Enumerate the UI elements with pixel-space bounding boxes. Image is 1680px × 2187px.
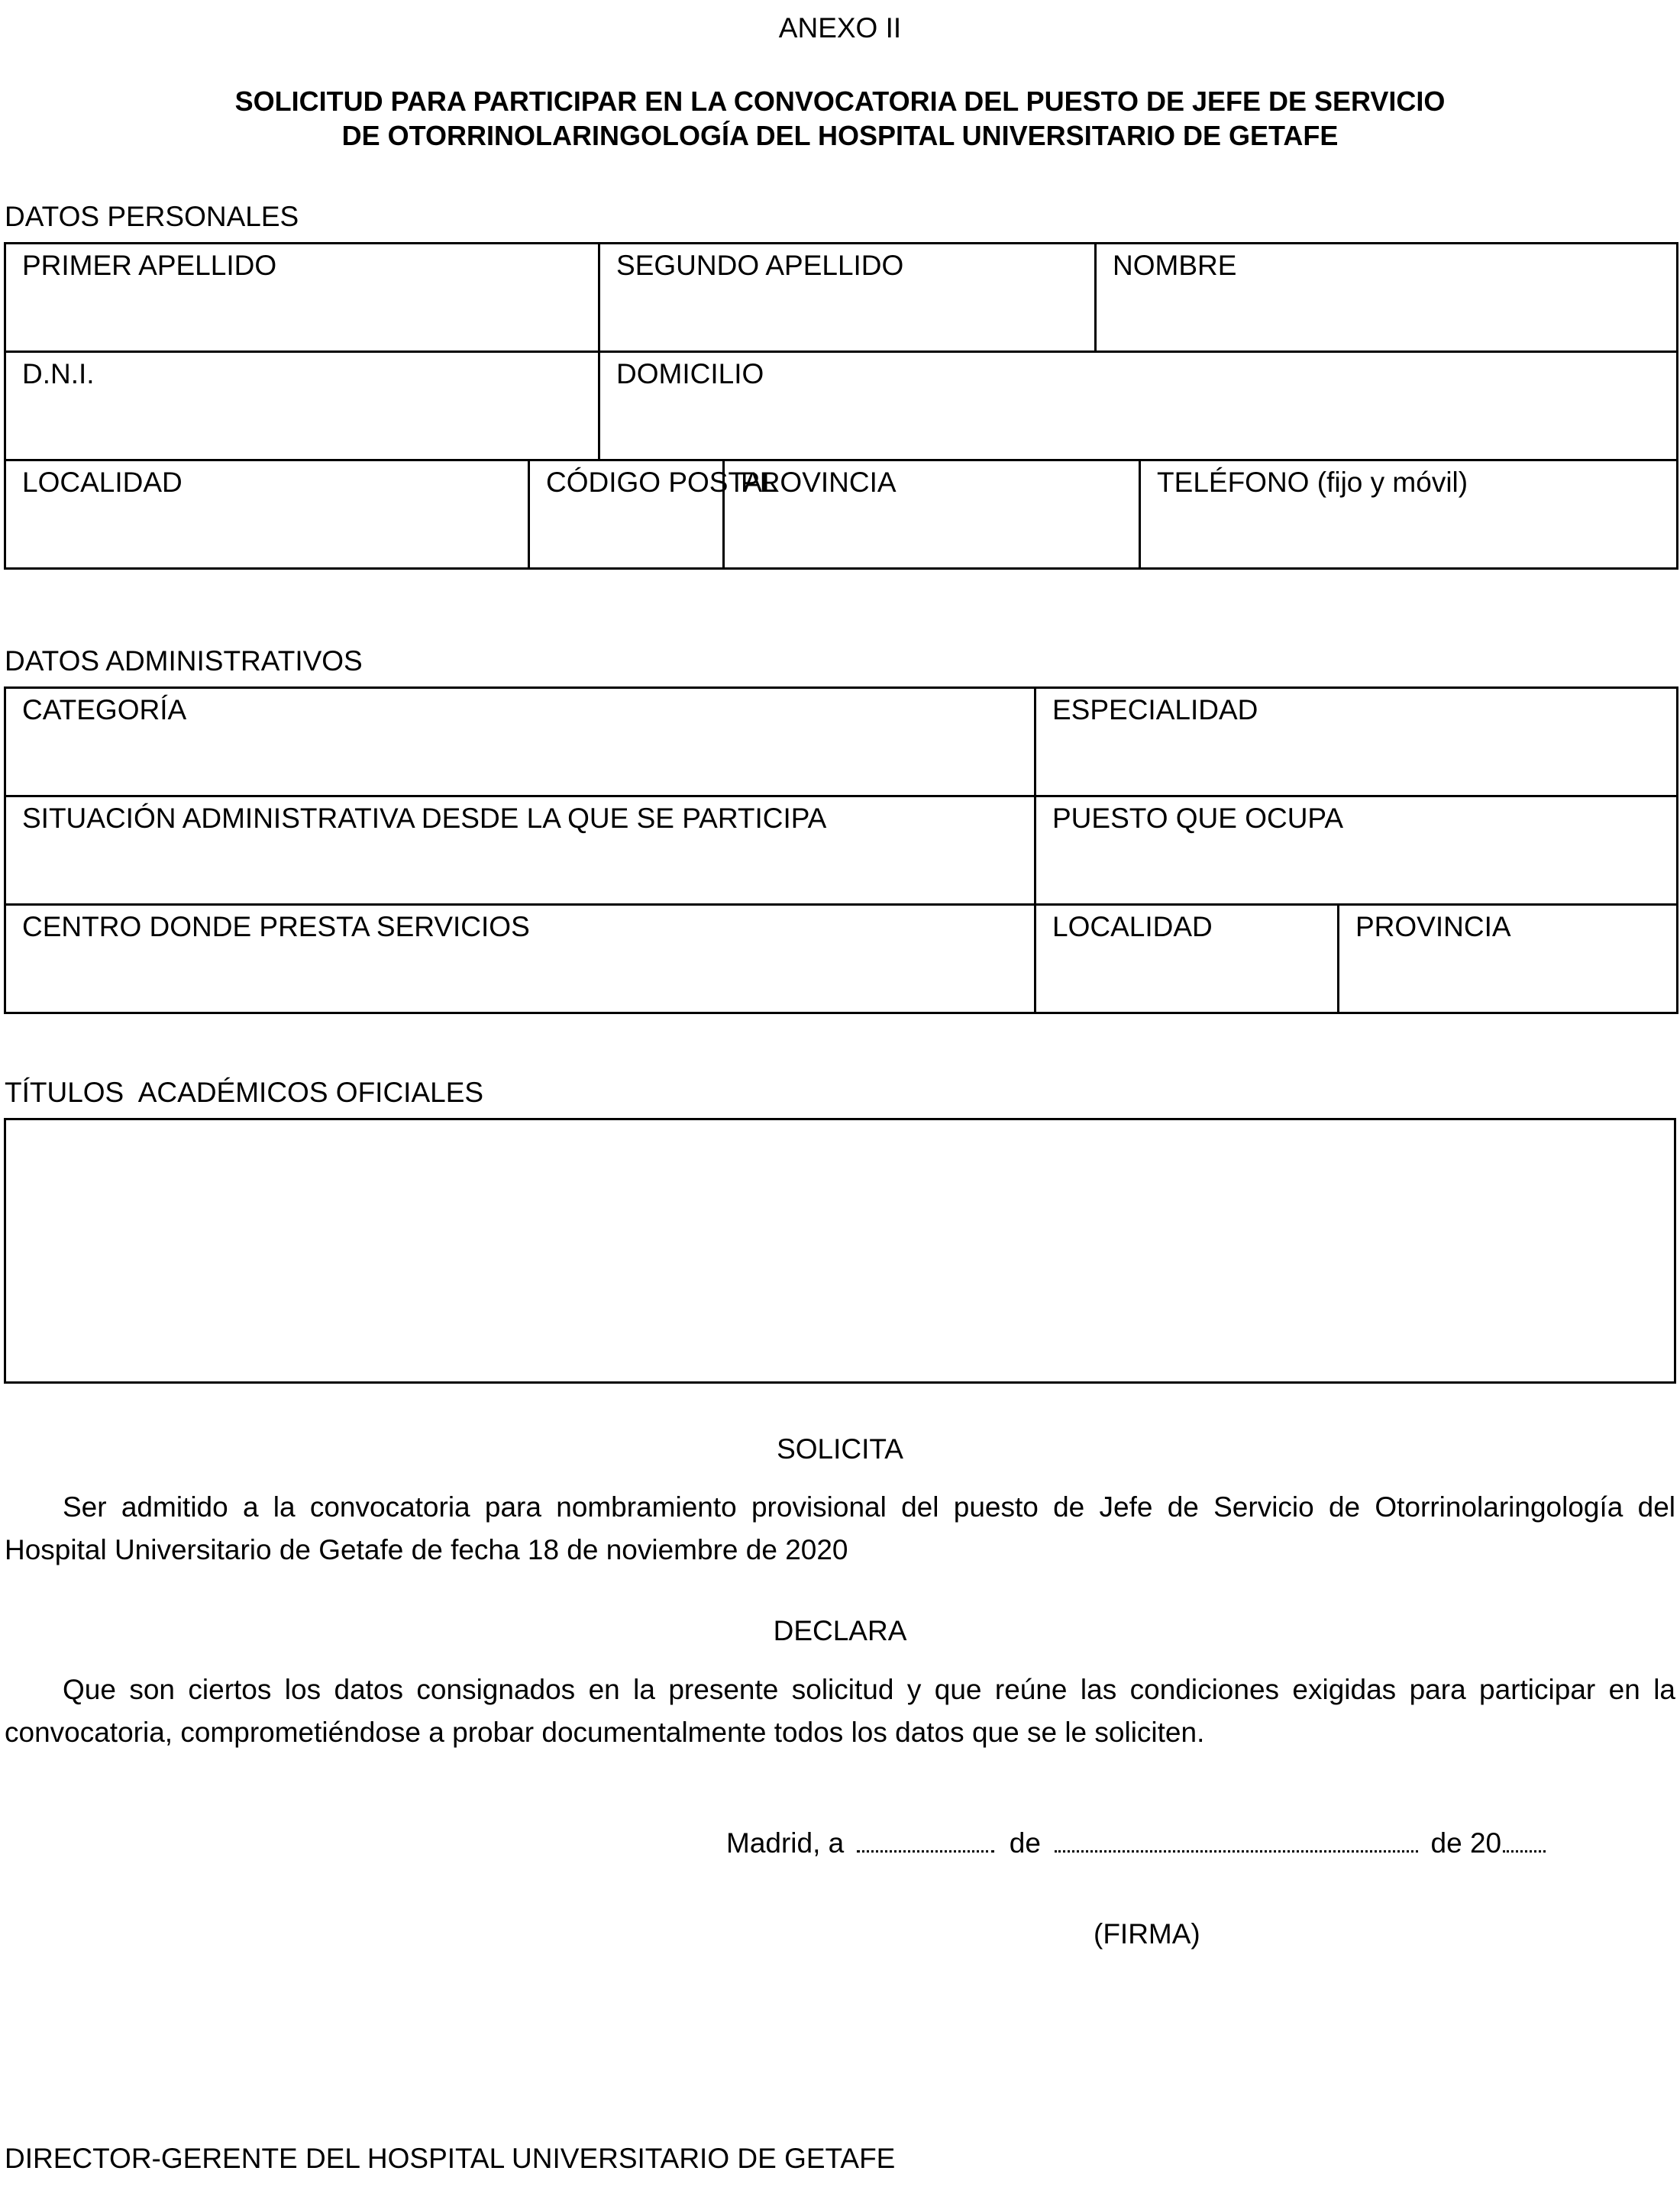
telefono-field[interactable] [1140,460,1678,569]
year-blank[interactable] [1503,1844,1546,1853]
admin-provincia-label: PROVINCIA [1355,911,1511,942]
firma-label: (FIRMA) [1094,1918,1200,1950]
form-title-line-1: SOLICITUD PARA PARTICIPAR EN LA CONVOCATORIA DEL PUESTO DE JEFE DE SERVICIO [234,86,1446,117]
segundo-apellido-label: SEGUNDO APELLIDO [616,250,904,281]
form-title-line-2: DE OTORRINOLARINGOLOGÍA DEL HOSPITAL UNIVERSITARIO DE GETAFE [341,120,1339,151]
date-line [726,1827,1546,1859]
annex-label: ANEXO II [778,12,902,44]
solicita-paragraph [5,1486,1675,1572]
date-place-label: Madrid, a [726,1827,845,1859]
date-de-label-2: de 20 [1430,1827,1502,1859]
admin-localidad-field[interactable] [1035,905,1339,1013]
admin-data-table [4,686,1678,1014]
date-de-label-1: de [1009,1827,1041,1859]
provincia-field[interactable] [724,460,1140,569]
admin-provincia-field[interactable] [1339,905,1678,1013]
primer-apellido-label: PRIMER APELLIDO [22,250,277,281]
nombre-label: NOMBRE [1113,250,1237,281]
categoria-field[interactable] [5,688,1035,796]
especialidad-field[interactable] [1035,688,1678,796]
titulos-input-box[interactable] [4,1118,1676,1384]
dni-field[interactable] [5,352,599,460]
solicita-heading: SOLICITA [777,1433,903,1465]
personal-data-table [4,242,1678,570]
declara-paragraph [5,1669,1675,1754]
declara-heading: DECLARA [773,1615,907,1646]
nombre-field[interactable] [1096,244,1678,352]
personal-data-heading: DATOS PERSONALES [5,201,299,232]
categoria-label: CATEGORÍA [22,694,187,725]
footer-addressee: DIRECTOR-GERENTE DEL HOSPITAL UNIVERSITARIO DE GETAFE [5,2143,896,2174]
provincia-label: PROVINCIA [741,467,897,498]
admin-data-heading: DATOS ADMINISTRATIVOS [5,645,363,677]
dni-label: D.N.I. [22,358,95,389]
localidad-label: LOCALIDAD [22,467,183,498]
situacion-administrativa-label: SITUACIÓN ADMINISTRATIVA DESDE LA QUE SE PARTICIPA [22,803,827,834]
declara-text: Que son ciertos los datos consignados en la presente solicitud y que reúne las condiciones exigidas para participar en la convocatoria, comprometiéndose a probar documentalmente todos los datos que se le soliciten. [5,1674,1675,1748]
codigo-postal-field[interactable] [529,460,778,569]
puesto-que-ocupa-label: PUESTO QUE OCUPA [1052,803,1344,834]
segundo-apellido-field[interactable] [599,244,1096,352]
centro-servicios-field[interactable] [5,905,1035,1013]
titulos-heading: TÍTULOS ACADÉMICOS OFICIALES [5,1077,484,1108]
day-blank[interactable] [857,1844,994,1853]
solicita-text: Ser admitido a la convocatoria para nombramiento provisional del puesto de Jefe de Servicio de Otorrinolaringología del Hospital Universitario de Getafe de fecha 18 de noviembre de 2020 [5,1491,1675,1565]
telefono-label: TELÉFONO (fijo y móvil) [1157,467,1468,498]
admin-localidad-label: LOCALIDAD [1052,911,1213,942]
localidad-field[interactable] [5,460,529,569]
situacion-administrativa-field[interactable] [5,796,1035,905]
centro-servicios-label: CENTRO DONDE PRESTA SERVICIOS [22,911,530,942]
puesto-que-ocupa-field[interactable] [1035,796,1678,905]
month-blank[interactable] [1055,1844,1418,1853]
codigo-postal-label: CÓDIGO POSTAL [546,467,778,498]
domicilio-label: DOMICILIO [616,358,764,389]
domicilio-field[interactable] [599,352,1678,460]
especialidad-label: ESPECIALIDAD [1052,694,1258,725]
primer-apellido-field[interactable] [5,244,599,352]
